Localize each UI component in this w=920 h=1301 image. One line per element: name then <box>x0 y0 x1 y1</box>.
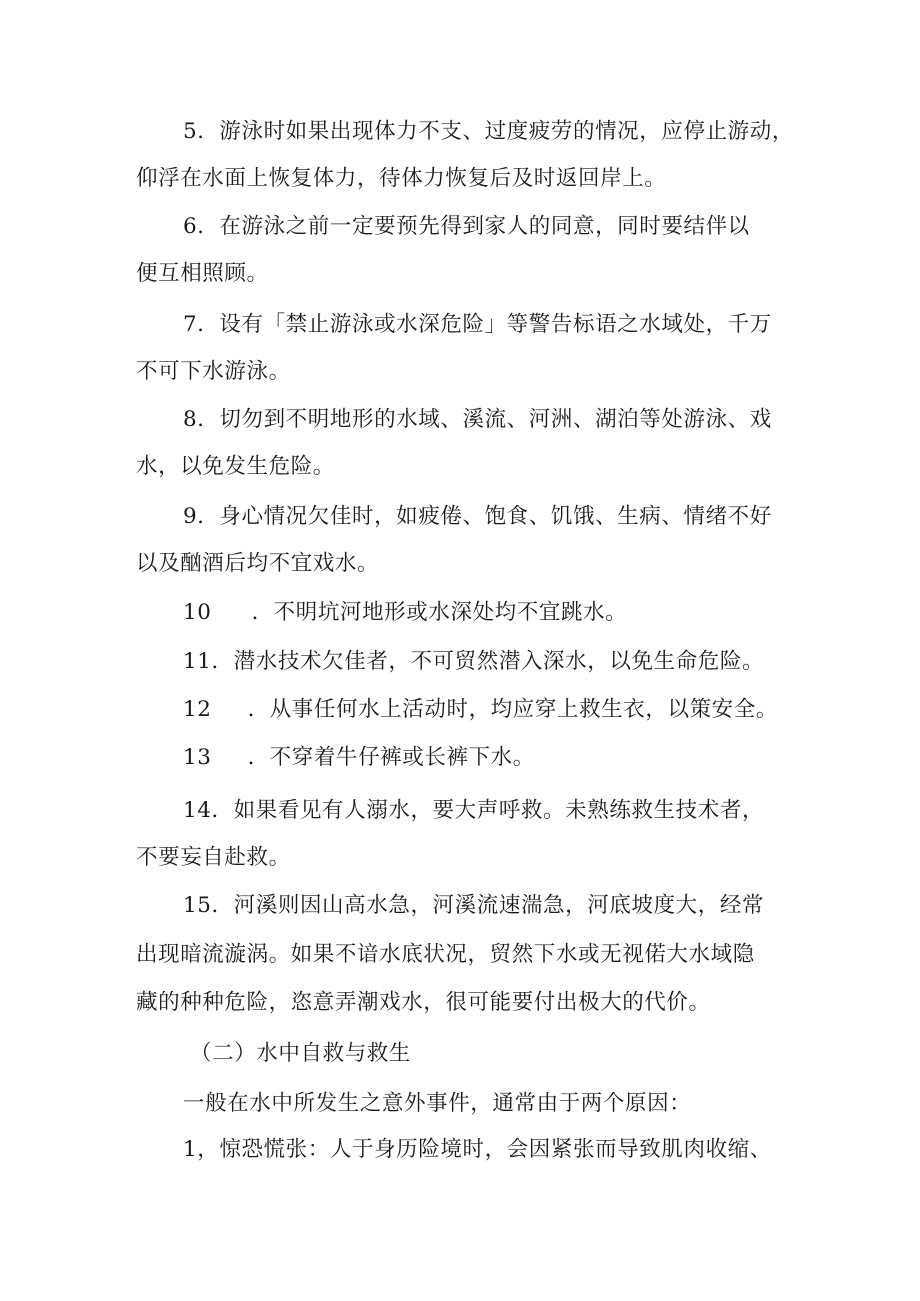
item-6-line-1: 6．在游泳之前一定要预先得到家人的同意，同时要结伴以 <box>183 214 750 239</box>
item-5-line-1: 5．游泳时如果出现体力不支、过度疲劳的情况，应停止游动， <box>183 119 794 144</box>
item-7-line-2: 不可下水游泳。 <box>136 359 291 384</box>
item-12 <box>183 695 778 725</box>
item-8-line-1: 8．切勿到不明地形的水域、溪流、河洲、湖泊等处游泳、戏 <box>183 407 772 432</box>
item-6-line-2: 便互相照顾。 <box>136 261 269 286</box>
item-9-line-1: 9．身心情况欠佳时，如疲倦、饱食、饥饿、生病、情绪不好 <box>183 504 772 529</box>
list-item-1: 1，惊恐慌张：人于身历险境时，会因紧张而导致肌肉收缩、 <box>183 1137 772 1162</box>
item-10-number: 10 <box>183 600 212 625</box>
item-13 <box>183 743 535 773</box>
item-13-number: 13 <box>183 745 212 770</box>
item-5-line-2: 仰浮在水面上恢复体力，待体力恢复后及时返回岸上。 <box>136 166 667 191</box>
item-7-line-1: 7．设有「禁止游泳或水深危险」等警告标语之水域处，千万 <box>183 312 772 337</box>
item-10 <box>183 598 627 628</box>
item-11: 11．潜水技术欠佳者，不可贸然潜入深水，以免生命危险。 <box>183 649 765 674</box>
item-15-line-1: 15．河溪则因山高水急，河溪流速湍急，河底坡度大，经常 <box>183 893 765 918</box>
intro-paragraph: 一般在水中所发生之意外事件，通常由于两个原因： <box>183 1091 692 1116</box>
section-heading: （二）水中自救与救生 <box>190 1041 412 1066</box>
item-10-text: ．不明坑河地形或水深处均不宜跳水。 <box>251 600 628 625</box>
item-13-text: ．不穿着牛仔裤或长裤下水。 <box>247 745 535 770</box>
item-15-line-2: 出现暗流漩涡。如果不谙水底状况，贸然下水或无视偌大水域隐 <box>136 942 755 967</box>
item-15-line-3: 藏的种种危险，恣意弄潮戏水，很可能要付出极大的代价。 <box>136 990 711 1015</box>
item-8-line-2: 水，以免发生危险。 <box>136 454 335 479</box>
item-14-line-1: 14．如果看见有人溺水，要大声呼救。未熟练救生技术者， <box>183 798 765 823</box>
item-14-line-2: 不要妄自赴救。 <box>136 845 291 870</box>
item-9-line-2: 以及酗酒后均不宜戏水。 <box>136 551 380 576</box>
item-12-text: ．从事任何水上活动时，均应穿上救生衣，以策安全。 <box>247 697 778 722</box>
item-12-number: 12 <box>183 697 212 722</box>
